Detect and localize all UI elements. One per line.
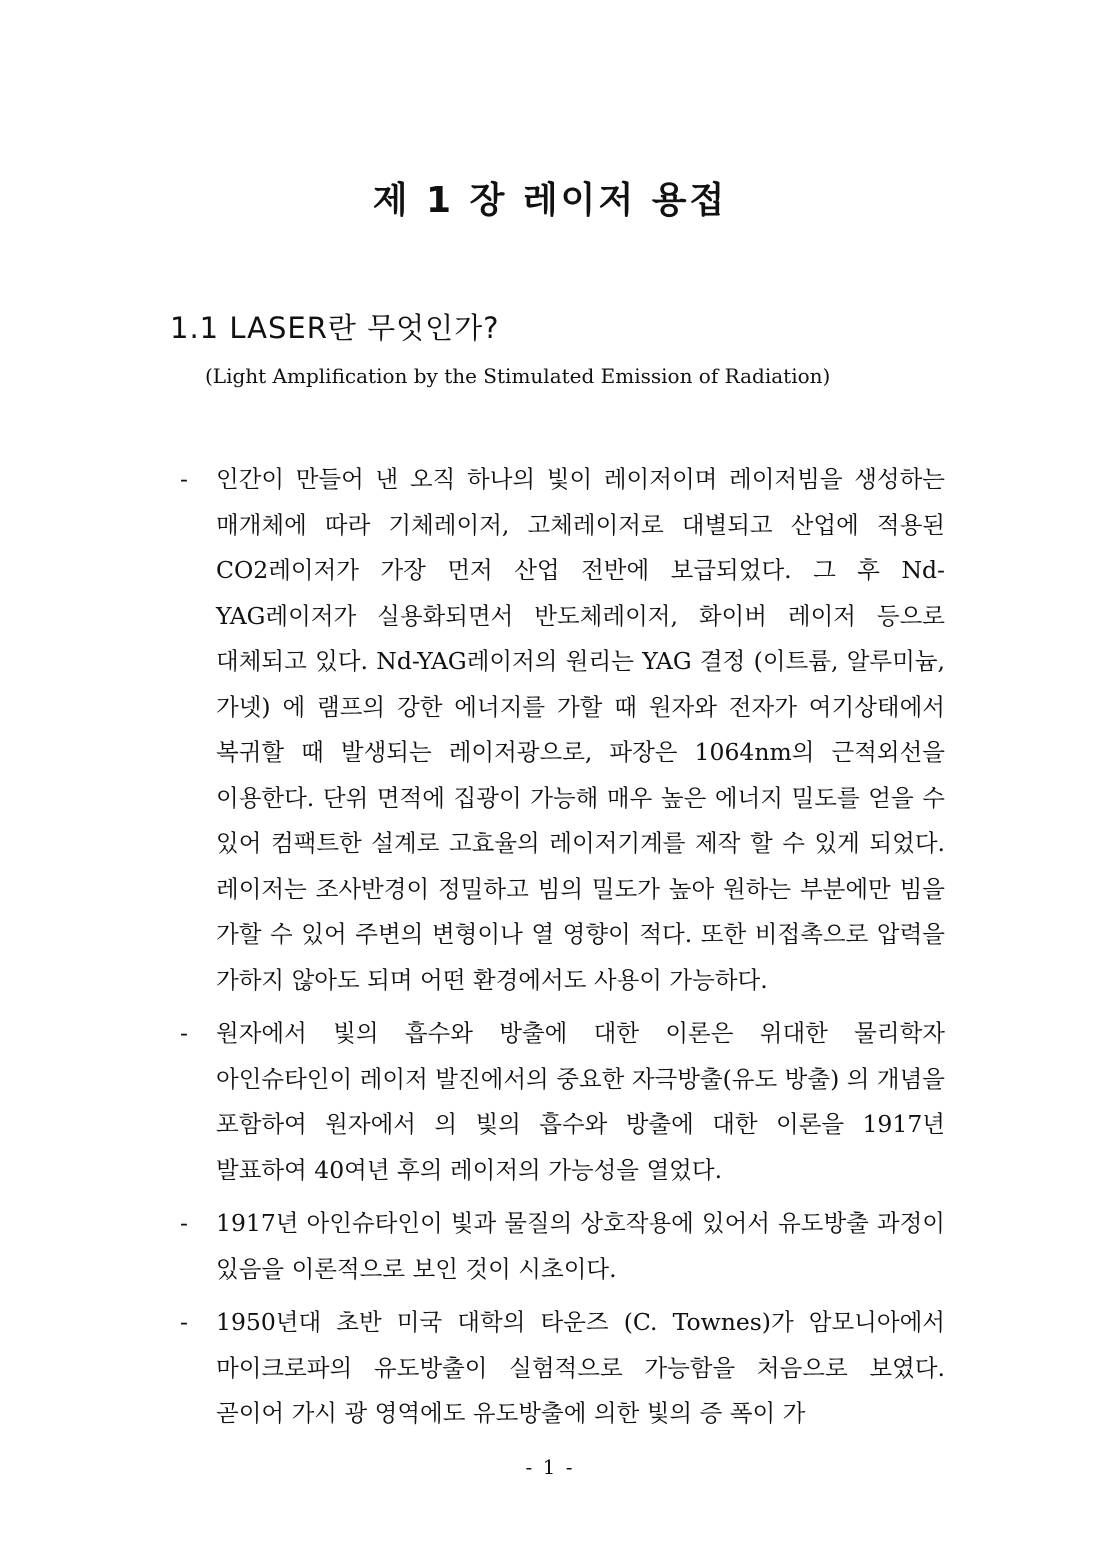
bullet-text: 1917년 아인슈타인이 빛과 물질의 상호작용에 있어서 유도방출 과정이 있음을 이론적으로 보인 것이 시초이다. bbox=[216, 1209, 945, 1283]
list-item bbox=[180, 457, 945, 1003]
bullet-marker: - bbox=[180, 1019, 188, 1047]
bullet-text: 인간이 만들어 낸 오직 하나의 빛이 레이저이며 레이저빔을 생성하는 매개체에 따라 기체레이저, 고체레이저로 대별되고 산업에 적용된 CO2레이저가 가장 먼저 산업 전반에 보급되었다. 그 후 Nd-YAG레이저가 실용화되면서 반도체레이저, 화이버 레이저 등으로 대체되고 있다. Nd-YAG레이저의 원리는 YAG 결정 (이트륨, 알루미늄, 가넷) 에 램프의 강한 에너지를 가할 때 원자와 전자가 여기상태에서 복귀할 때 발생되는 레이저광으로, 파장은 1064nm의 근적외선을 이용한다. 단위 면적에 집광이 가능해 매우 높은 에너지 밀도를 얻을 수 있어 컴팩트한 설계로 고효율의 레이저기계를 제작 할 수 있게 되었다. 레이저는 조사반경이 정밀하고 빔의 밀도가 높아 원하는 부분에만 빔을 가할 수 있어 주변의 변형이나 열 영향이 적다. 또한 비접촉으로 압력을 가하지 않아도 되며 어떤 환경에서도 사용이 가능하다. bbox=[216, 465, 945, 994]
list-item bbox=[180, 1300, 945, 1437]
section-subtitle: (Light Amplification by the Stimulated Emission of Radiation) bbox=[205, 364, 831, 388]
bullet-text: 1950년대 초반 미국 대학의 타운즈 (C. Townes)가 암모니아에서 마이크로파의 유도방출이 실험적으로 가능함을 처음으로 보였다. 곧이어 가시 광 영역에도 유도방출에 의한 빛의 증 폭이 가 bbox=[216, 1308, 945, 1427]
list-item bbox=[180, 1011, 945, 1193]
bullet-list bbox=[180, 457, 945, 1445]
chapter-title: 제 1 장 레이저 용접 bbox=[372, 180, 728, 221]
bullet-marker: - bbox=[180, 1308, 188, 1336]
section-title: 1.1 LASER란 무엇인가? bbox=[170, 311, 500, 345]
bullet-marker: - bbox=[180, 465, 188, 493]
page-number: - 1 - bbox=[525, 1455, 575, 1479]
list-item bbox=[180, 1201, 945, 1292]
bullet-marker: - bbox=[180, 1209, 188, 1237]
bullet-text: 원자에서 빛의 흡수와 방출에 대한 이론은 위대한 물리학자 아인슈타인이 레이저 발진에서의 중요한 자극방출(유도 방출) 의 개념을 포함하여 원자에서 의 빛의 흡수와 방출에 대한 이론을 1917년 발표하여 40여년 후의 레이저의 가능성을 열었다. bbox=[216, 1019, 945, 1184]
